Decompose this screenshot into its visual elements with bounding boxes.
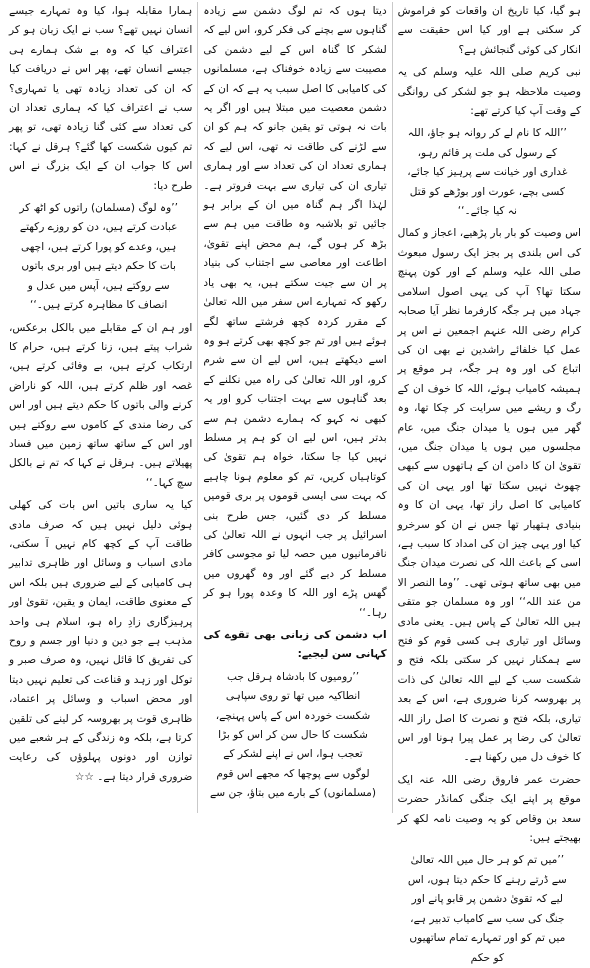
quotation: ’’رومیوں کا بادشاہ ہرقل جب انطاکیہ میں تھا تو روی سپاہی شکست خوردہ اس کے پاس پہنچے، شکست کا حال سن کر اس کو بڑا تعجب ہوا، اس نے اپنے لشکر کے لوگوں سے پوچھا کہ مجھے اس قوم (مسلمانوں) کے بارے میں بتاؤ، جن سے — [210, 670, 376, 800]
paragraph: حضرت عمر فاروق رضی اللہ عنہ ایک موقع پر اپنے ایک جنگی کمانڈر حضرت سعد بن وقاص کو یہ وصیت نامہ لکھ کر بھیجتے ہیں: — [397, 773, 581, 845]
text-column-right — [393, 2, 586, 964]
quotation: ’’میں تم کو ہر حال میں اللہ تعالیٰ سے ڈرتے رہنے کا حکم دیتا ہوں، اس لیے کہ تقویٰ دشمن پر قابو پانے اور جنگ کی سب سے کامیاب تدبیر ہے، میں تم کو اور تمہارے تمام ساتھیوں کو حکم — [407, 854, 567, 964]
paragraph: کیا یہ ساری باتیں اس بات کی کھلی ہوئی دلیل نہیں ہیں کہ صرف مادی طاقت آپ کے کچھ کام نہیں آ سکتی، مادی اسباب و وسائل اور ظاہری تدابیر ہی کامیابی کے لیے ضروری ہیں بلکہ اس کے معنوی طاقت، ایمان و یقین، تقویٰ اور پرہیزگاری زادِ راہ ہو، اسلام ہی واحد مذہب ہے جو دین و دنیا اور جسم و روح کی تفریق کا قائل نہیں، وہ صرف صبر و توکل اور زہد و قناعت کی تعلیم نہیں دیتا اور محض اسباب و وسائل پر اعتماد، ظاہری قوت پر بھروسہ کر لینے کی تلقین کرتا ہے، بلکہ وہ زندگی کے ہر شعبے میں توازن اور دونوں پہلوؤں کی رعایت ضروری قرار دیتا ہے۔ ☆☆ — [9, 499, 193, 783]
text-column-middle — [198, 2, 392, 813]
paragraph: اس وصیت کو بار بار پڑھیے، اعجاز و کمال کی اس بلندی پر بجز ایک رسول مبعوث صلی اللہ علیہ وسلم کے اور کون پہنچ سکتا تھا؟ آپ کی یہی اصول اسلامی جہاد میں ہر جگہ کارفرما نظر آیا صحابہ کرام رضی اللہ عنہم اجمعین نے اس پر عمل کیا خلفائے راشدین نے بھی ان کی اتباع کی اور وہ ہر جگہ، ہر موقع پر ہمیشہ کامیاب ہوئے، اللہ کا خوف ان کے رگ و ریشے میں سرایت کر چکا تھا، وہ گھر میں ہوں یا میدان جنگ میں، عام مجلسوں میں ہوں یا میدان جنگ میں، تقویٰ ان کا دامن ان کے ہاتھوں سے کبھی چھوٹ نہیں سکتا تھا اور یہی ان کی کامیابی کا اصل راز تھا، یہی ان کا وہ بنیادی ہتھیار تھا جس نے ان کو سرخرو کیا اور یہی چیز ان کی امداد کا سبب ہے، اسی کے باعث اللہ کی نصرت میدان جنگ میں بھی ساتھ ہوتی تھی۔ ’’وما النصر الا من عند اللہ‘‘ اور وہ مسلمان جو متقی ہیں اللہ تعالیٰ کے پاس ہیں۔ یعنی مادی وسائل اور تیاری ہی کسی قوم کو فتح سے ہمکنار نہیں کر سکتی بلکہ فتح و شکست سب کے لیے اللہ تعالیٰ کی ذات پر بھروسہ کرنا ضروری ہے، اس کے بعد تیاری، بلکہ فتح و نصرت کا اصل راز اللہ تعالیٰ کی رضا پر عمل پیرا ہونا اور اس کا خوف دل میں رکھنا ہے۔ — [397, 227, 581, 764]
paragraph: ہمارا مقابلہ ہوا، کیا وہ تمہارے جیسے انسان نہیں تھے؟ سب نے ایک زبان ہو کر اعتراف کیا کہ وہ بے شک ہمارے ہی جیسے انسان تھے، پھر اس نے دریافت کیا کہ ان کی تعداد زیادہ تھی یا تمہاری؟ سب نے اعتراف کیا کہ ہماری تعداد ان کی تعداد سے کئی گنا زیادہ تھی، تو پھر تم کیوں شکست کھا گئے؟ ہرقل نے کہا: اس کا جواب ان کے ایک بزرگ نے اس طرح دیا: — [9, 5, 193, 192]
paragraph: اور ہم ان کے مقابلے میں بالکل برعکس، شراب پیتے ہیں، زنا کرتے ہیں، حرام کا ارتکاب کرتے ہیں، بے وفائی کرتے ہیں، غصہ اور ظلم کرتے ہیں، اللہ کو ناراض کرنے والی باتوں کا حکم دیتے ہیں اور اس کی رضا مندی کے کاموں سے روکتے ہیں اور اس کے ساتھ ساتھ زمین میں فساد پھیلاتے ہیں۔ ہرقل نے کہا کہ تم نے بالکل سچ کہا۔‘‘ — [9, 321, 193, 489]
subheading: اب دشمن کی زبانی بھی تقوے کی کہانی سن لیجیے: — [203, 629, 387, 661]
quotation: ’’وہ لوگ (مسلمان) راتوں کو اٹھ کر عبادت کرتے ہیں، دن کو روزے رکھتے ہیں، وعدے کو پورا کرتے ہیں، اچھی بات کا حکم دیتے ہیں اور بری باتوں سے روکتے ہیں، آپس میں عدل و انصاف کا مظاہرہ کرتے ہیں۔‘‘ — [19, 202, 179, 312]
paragraph: نبی کریم صلی اللہ علیہ وسلم کی یہ وصیت ملاحظہ ہو جو لشکر کی روانگی کے وقت آپ کیا کرتے تھے: — [397, 66, 581, 118]
paragraph: ہو گیا، کیا تاریخ ان واقعات کو فراموش کر سکتی ہے اور کیا اس حقیقت سے انکار کی کوئی گنجائش ہے؟ — [397, 5, 581, 56]
paragraph: دیتا ہوں کہ تم لوگ دشمن سے زیادہ گناہوں سے بچنے کی فکر کرو، اس لیے کہ لشکر کا گناہ اس کے لیے دشمن کی مصیبت سے زیادہ خوفناک ہے، مسلمانوں کی کامیابی کا اصل سبب یہ ہے کہ ان کے دشمن معصیت میں مبتلا ہیں اور اگر یہ بات نہ ہوتی تو یقین جانو کہ ہم کو ان سے لڑنے کی طاقت نہ تھی، اس لیے کہ ہماری تعداد ان کی تعداد سے اور ہماری تیاری ان کی تیاری سے بہت فروتر ہے۔ لہٰذا اگر ہم گناہ میں ان کے برابر ہو جائیں تو بلاشبہ وہ طاقت میں ہم سے بڑھ کر ہوں گے، ہم محض اپنے تقویٰ، اطاعت اور معاصی سے اجتناب کی بنیاد پر ان سے جیت سکتے ہیں، یہ بھی یاد رکھو کہ تمہارے اس سفر میں اللہ تعالیٰ کے مقرر کردہ کچھ فرشتے ساتھ لگے ہوئے ہیں اور تم جو کچھ بھی کرتے ہو وہ اسے دیکھتے ہیں، اس لیے ان سے شرم کرو، اور اللہ تعالیٰ کی راہ میں نکلنے کے بعد گناہوں سے بہت اجتناب کرو اور یہ کبھی نہ کہو کہ ہمارے دشمن ہم سے بدتر ہیں، اس لیے ان کو ہم پر مسلط نہیں کیا جا سکتا، خواہ ہم تقویٰ کی کوتاہیاں کریں، تم کو معلوم ہونا چاہیے کہ بہت سی ایسی قوموں پر بری قومیں مسلط کر دی گئیں، جس طرح بنی اسرائیل پر جب انہوں نے اللہ تعالیٰ کی نافرمانیوں میں حصہ لیا تو مجوسی کافر مسلط کر دیے گئے اور وہ گھروں میں گھس پڑے اور اللہ کا وعدہ پورا ہو کر رہا۔‘‘ — [203, 5, 387, 619]
text-column-left — [4, 2, 198, 813]
quotation: ’’اللہ کا نام لے کر روانہ ہو جاؤ، اللہ کے رسول کی ملت پر قائم رہو، غداری اور خیانت سے پرہیز کیا جائے، کسی بچے، عورت اور بوڑھے کو قتل نہ کیا جائے۔‘‘ — [407, 127, 568, 218]
